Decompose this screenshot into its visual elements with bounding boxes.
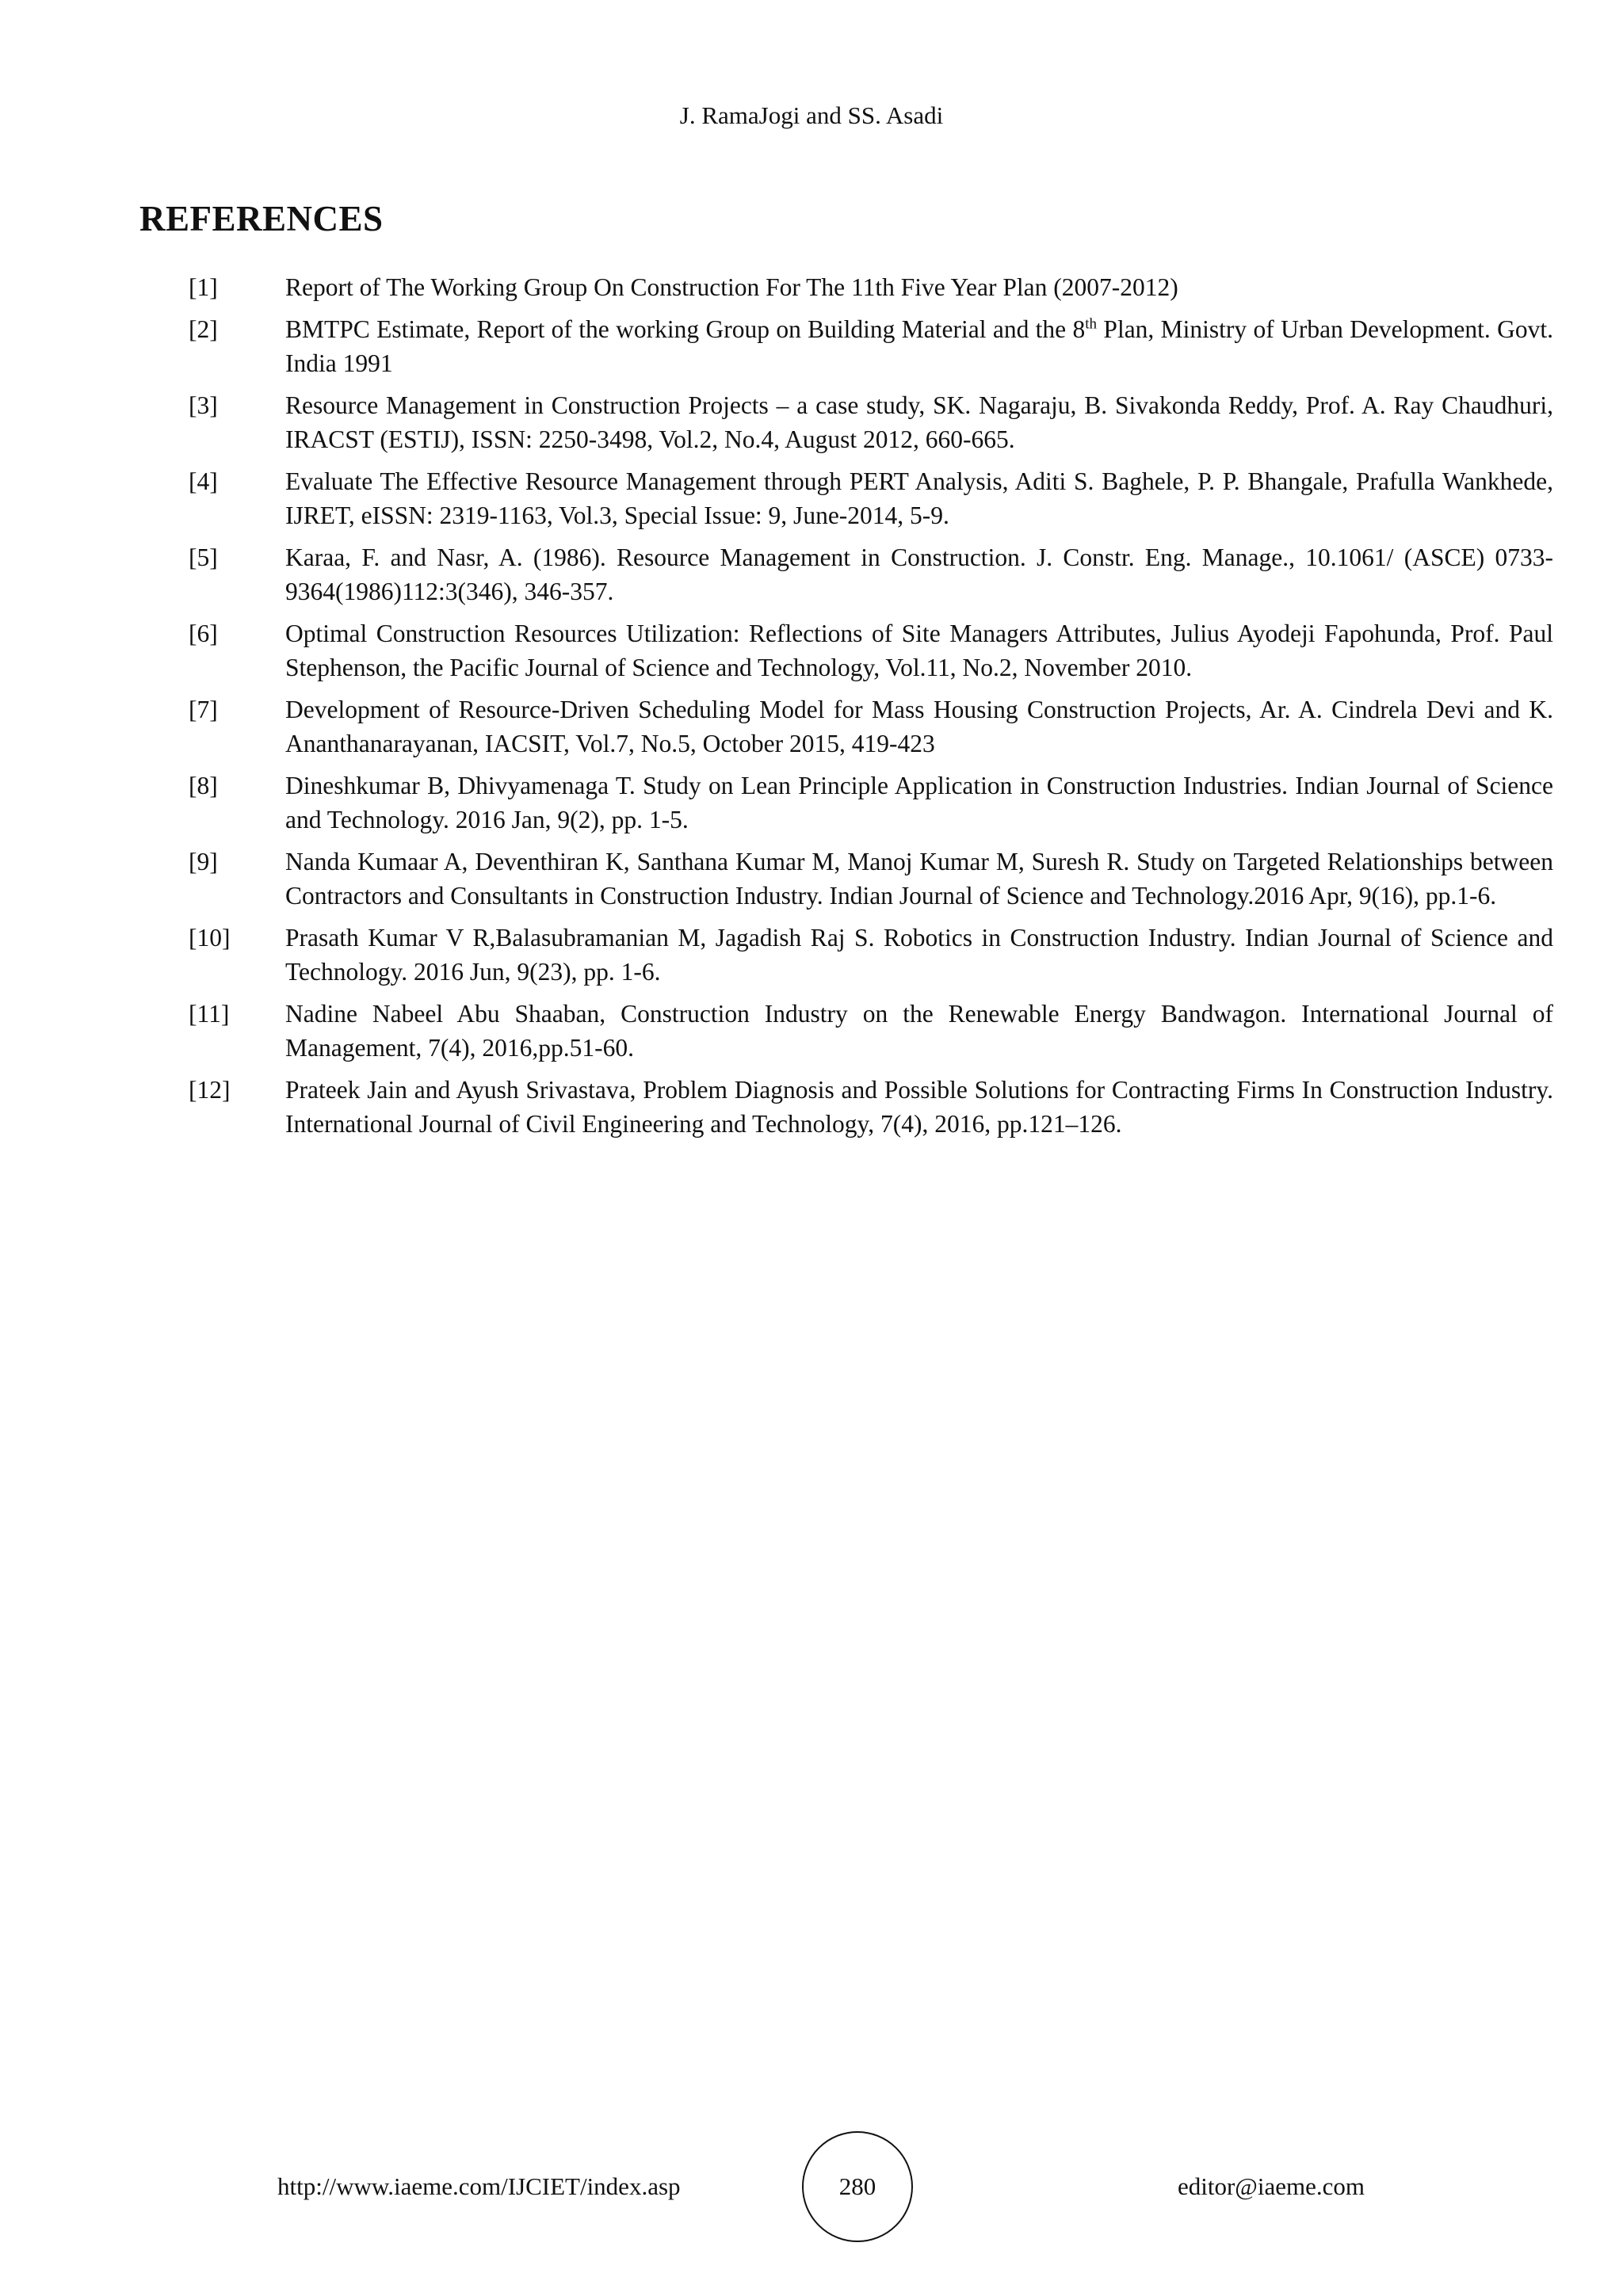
reference-list: [189, 270, 1553, 1149]
page-number-circle: [802, 2131, 913, 2242]
reference-text: Prateek Jain and Ayush Srivastava, Problem Diagnosis and Possible Solutions for Contracting Firms In Construction Industry. International Journal of Civil Engineering and Technology, 7(4), 2016, pp.121–126.: [285, 1076, 1553, 1138]
page-number: 280: [838, 2172, 876, 2200]
reference-text: Evaluate The Effective Resource Management through PERT Analysis, Aditi S. Baghele, P. P. Bhangale, Prafulla Wankhede, IJRET, eISSN: 2319-1163, Vol.3, Special Issue: 9, June-2014, 5-9.: [285, 467, 1553, 529]
reference-number: [9]: [189, 848, 218, 875]
reference-item: [189, 388, 1553, 456]
reference-number: [1]: [189, 273, 218, 301]
reference-item: [189, 312, 1553, 380]
reference-number: [3]: [189, 391, 218, 419]
reference-text: Nadine Nabeel Abu Shaaban, Construction Industry on the Renewable Energy Bandwagon. International Journal of Management, 7(4), 2016,pp.51-60.: [285, 1000, 1553, 1062]
reference-item: [189, 921, 1553, 989]
reference-text: Optimal Construction Resources Utilization: Reflections of Site Managers Attributes, Julius Ayodeji Fapohunda, Prof. Paul Stephenson, the Pacific Journal of Science and Technology, Vol.11, No.2, November 2010.: [285, 620, 1553, 681]
reference-number: [11]: [189, 1000, 230, 1028]
reference-number: [5]: [189, 543, 218, 571]
reference-item: [189, 540, 1553, 608]
reference-text: Nanda Kumaar A, Deventhiran K, Santhana Kumar M, Manoj Kumar M, Suresh R. Study on Targeted Relationships between Contractors and Consultants in Construction Industry. Indian Journal of Science and Technology.2016 Apr, 9(16), pp.1-6.: [285, 848, 1553, 910]
superscript: th: [1085, 315, 1098, 333]
reference-item: [189, 769, 1553, 837]
reference-text: Development of Resource-Driven Scheduling Model for Mass Housing Construction Projects, Ar. A. Cindrela Devi and K. Ananthanarayanan, IACSIT, Vol.7, No.5, October 2015, 419-423: [285, 696, 1553, 757]
reference-number: [12]: [189, 1076, 231, 1104]
reference-text: Karaa, F. and Nasr, A. (1986). Resource Management in Construction. J. Constr. Eng. Manage., 10.1061/ (ASCE) 0733-9364(1986)112:3(346), 346-357.: [285, 543, 1553, 605]
reference-item: [189, 270, 1553, 304]
reference-text: Dineshkumar B, Dhivyamenaga T. Study on Lean Principle Application in Construction Industries. Indian Journal of Science and Technology. 2016 Jan, 9(2), pp. 1-5.: [285, 772, 1553, 833]
reference-text: Prasath Kumar V R,Balasubramanian M, Jagadish Raj S. Robotics in Construction Industry. Indian Journal of Science and Technology. 2016 Jun, 9(23), pp. 1-6.: [285, 924, 1553, 986]
reference-text: Report of The Working Group On Construction For The 11th Five Year Plan (2007-2012): [285, 273, 1178, 301]
footer-url-link[interactable]: http://www.iaeme.com/IJCIET/index.asp: [277, 2172, 681, 2200]
reference-number: [2]: [189, 315, 218, 343]
reference-text-part: Plan, Ministry of Urban Development. Govt. India 1991: [285, 315, 1553, 377]
page-footer: [0, 2131, 1623, 2242]
reference-number: [10]: [189, 924, 231, 952]
reference-item: [189, 1073, 1553, 1141]
reference-number: [6]: [189, 620, 218, 647]
reference-item: [189, 692, 1553, 761]
reference-item: [189, 997, 1553, 1065]
reference-number: [4]: [189, 467, 218, 495]
reference-number: [7]: [189, 696, 218, 723]
running-header: J. RamaJogi and SS. Asadi: [679, 101, 944, 129]
reference-text: Resource Management in Construction Projects – a case study, SK. Nagaraju, B. Sivakonda Reddy, Prof. A. Ray Chaudhuri, IRACST (ESTIJ), ISSN: 2250-3498, Vol.2, No.4, August 2012, 660-665.: [285, 391, 1553, 453]
reference-item: [189, 845, 1553, 913]
section-heading: REFERENCES: [139, 199, 384, 238]
reference-item: [189, 464, 1553, 532]
footer-email-link[interactable]: editor@iaeme.com: [1178, 2172, 1365, 2200]
reference-text: [285, 312, 1553, 380]
reference-item: [189, 616, 1553, 685]
reference-number: [8]: [189, 772, 218, 799]
reference-text-part: BMTPC Estimate, Report of the working Group on Building Material and the 8: [285, 315, 1086, 343]
